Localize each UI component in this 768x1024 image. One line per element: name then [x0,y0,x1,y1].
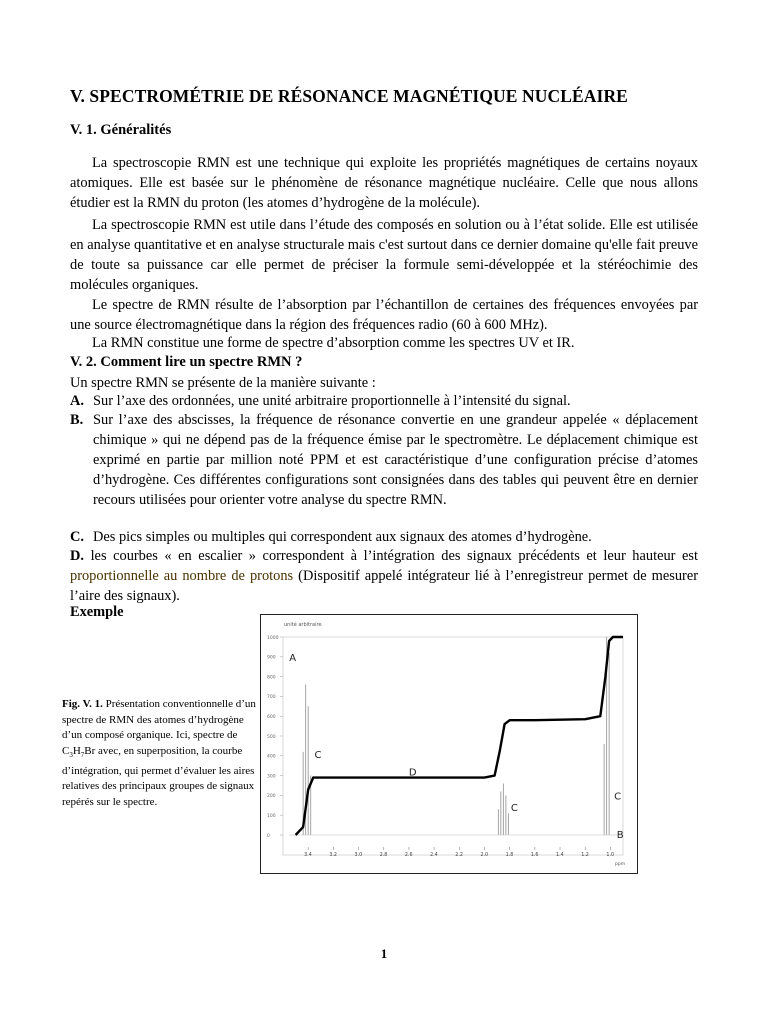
point-label-d: D [408,767,417,779]
x-tick-label: 1.4 [556,853,564,858]
paragraph-3: Le spectre de RMN résulte de l’absorption par l’échantillon de certaines des fréquences envoyées par une source électromagnétique dans la région des fréquences radio (60 à 600 MHz). [70,297,698,333]
plot-area-border [283,637,623,855]
x-tick-label: 1.2 [581,853,589,858]
integration-curve [296,637,623,835]
x-tick-label: 2.6 [404,853,413,858]
list-text: Sur l’axe des abscisses, la fréquence de résonance convertie en une grandeur appelée « déplacement chimique » qui ne dépend pas de la fréquence émise par le spectromètre. Le déplacement chimique est exprimé en partie par million noté PPM et est caractéristique d’une configuration précise d’atomes d’hydrogène. Ces différentes configurations sont consignées dans des tables qui peuvent être en dernier recours utilisées pour orienter votre analyse du spectre RMN. [93,412,698,508]
x-tick-label: 2.4 [430,853,438,858]
caption-subscript: 7 [80,750,85,759]
list-item-a [70,391,698,411]
caption-text: Br avec, en superposition, la courbe d’intégration, qui permet d’évaluer les aires relatives des principaux groupes de signaux repérés sur le spectre. [62,744,255,808]
y-axis-label: unité arbitraire [284,622,322,628]
point-label-c: C [510,803,518,815]
y-tick-label: 200 [267,794,276,800]
y-tick-label: 600 [267,715,276,720]
list-text-highlight: proportionnelle au nombre de protons [70,568,294,584]
point-label-c: C [614,791,622,803]
list-marker: B. [70,412,84,428]
x-tick-label: 3.0 [354,853,363,858]
example-label: Exemple [70,604,124,620]
list-marker: D. [70,548,84,564]
caption-text: H [72,744,81,757]
paragraph-4: La RMN constitue une forme de spectre d’absorption comme les spectres UV et IR. [92,335,575,351]
list-item-d [70,546,698,606]
paragraph-1: La spectroscopie RMN est une technique qui exploite les propriétés magnétiques de certains noyaux atomiques. Elle est basée sur le phénomène de résonance magnétique nucléaire. Celle que nous allons étudier est la RMN du proton (les atomes d’hydrogène de la molécule). [70,155,698,211]
nmr-spectrum-chart [261,615,637,873]
y-tick-label: 300 [267,774,276,780]
y-tick-label: 700 [267,695,276,701]
y-tick-label: 800 [267,675,276,681]
section-heading-generalites: V. 1. Généralités [70,122,172,138]
page-title: V. SPECTROMÉTRIE DE RÉSONANCE MAGNÉTIQUE NUCLÉAIRE [70,86,628,106]
figure-caption [62,697,262,810]
paragraph-2: La spectroscopie RMN est utile dans l’étude des composés en solution ou à l’état solide. Elle est utilisée en analyse quantitative et en analyse structurale mais c'est surtout dans ce dernier domaine qu'elle fait preuve de toute sa puissance car elle permet de préciser la formule semi-développée et la stéréochimie des molécules organiques. [70,217,698,293]
x-tick-label: 3.2 [329,853,338,858]
point-label-b: B [616,829,624,841]
x-tick-label: 3.4 [304,853,312,858]
y-tick-label: 900 [267,655,276,661]
x-tick-label: 1.0 [606,853,615,858]
x-ticks [304,847,614,858]
y-tick-label: 100 [267,814,276,819]
x-tick-label: 2.2 [455,853,463,858]
list-item-c [70,527,698,547]
section-heading-lire-spectre: V. 2. Comment lire un spectre RMN ? [70,354,303,370]
point-label-c: C [314,749,322,761]
list-item-b [70,410,698,510]
page-number: 1 [380,946,388,961]
caption-label: Fig. V. 1. [62,698,103,710]
list-text: les courbes « en escalier » correspondent à l’intégration des signaux précédents et leur hauteur est [90,548,698,564]
x-axis-label: ppm [615,862,626,867]
list-marker: A. [70,393,84,409]
nmr-figure-frame [260,614,638,874]
y-tick-label: 0 [267,833,270,839]
caption-text: Présentation conventionnelle d’un spectre de RMN des atomes d’hydrogène d’un composé organique. Ici, spectre de C [62,698,256,757]
list-text: Des pics simples ou multiples qui correspondent aux signaux des atomes d’hydrogène. [93,529,592,545]
x-tick-label: 1.8 [505,853,514,858]
x-tick-label: 1.6 [530,853,539,858]
list-marker: C. [70,529,84,545]
y-tick-label: 1000 [267,635,279,641]
point-label-a: A [289,652,297,664]
caption-subscript: 3 [69,750,73,759]
y-tick-label: 400 [267,754,276,760]
spectrum-peaks [289,637,623,835]
y-tick-label: 500 [267,734,276,740]
x-tick-label: 2.0 [480,853,489,858]
list-text: Sur l’axe des ordonnées, une unité arbitraire proportionnelle à l’intensité du signal. [93,393,571,409]
list-text: (Dispositif appelé intégrateur lié à l’enregistreur permet de mesurer l’aire des signaux). [70,568,699,604]
y-ticks [267,635,283,839]
x-tick-label: 2.8 [379,853,388,858]
intro-line: Un spectre RMN se présente de la manière suivante : [70,375,376,391]
